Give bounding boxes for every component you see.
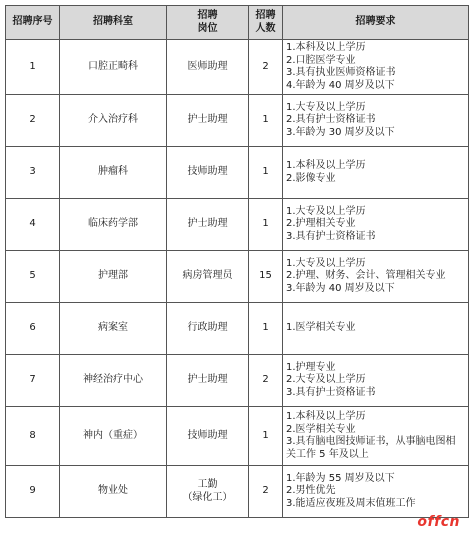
cell-position-line1: 技师助理 bbox=[187, 429, 228, 441]
requirement-line: 1.本科及以上学历 bbox=[286, 42, 366, 53]
cell-index: 9 bbox=[6, 466, 60, 518]
cell-index: 8 bbox=[6, 407, 60, 466]
cell-requirements bbox=[283, 95, 469, 147]
cell-position bbox=[167, 95, 249, 147]
cell-position-line1: 护士助理 bbox=[187, 374, 228, 386]
cell-position bbox=[167, 303, 249, 355]
cell-count: 1 bbox=[249, 95, 283, 147]
cell-count: 2 bbox=[249, 466, 283, 518]
table-row bbox=[6, 95, 469, 147]
cell-count: 1 bbox=[249, 147, 283, 199]
header-row bbox=[6, 6, 469, 40]
requirement-line: 1.本科及以上学历 bbox=[286, 160, 366, 171]
cell-index: 1 bbox=[6, 40, 60, 95]
cell-position-line1: 技师助理 bbox=[187, 166, 228, 178]
cell-department: 介入治疗科 bbox=[60, 95, 167, 147]
table-row bbox=[6, 40, 469, 95]
header-position-line2: 岗位 bbox=[197, 22, 218, 34]
cell-position-line1: 病房管理员 bbox=[182, 270, 233, 282]
cell-position-line1: 工勤 bbox=[197, 479, 218, 490]
cell-requirements bbox=[283, 303, 469, 355]
cell-position bbox=[167, 355, 249, 407]
requirement-line: 1.大专及以上学历 bbox=[286, 101, 366, 113]
header-count bbox=[249, 6, 283, 40]
header-index: 招聘序号 bbox=[6, 6, 60, 40]
requirement-line: 3.能适应夜班及周末值班工作 bbox=[286, 497, 416, 509]
cell-department: 神内（重症） bbox=[60, 407, 167, 466]
cell-position-line1: 行政助理 bbox=[187, 322, 228, 334]
cell-index: 6 bbox=[6, 303, 60, 355]
cell-requirements bbox=[283, 407, 469, 466]
cell-department: 病案室 bbox=[60, 303, 167, 355]
recruitment-table bbox=[5, 5, 469, 518]
cell-position-line1: 护士助理 bbox=[187, 114, 228, 126]
cell-department: 肿瘤科 bbox=[60, 147, 167, 199]
cell-position bbox=[167, 147, 249, 199]
cell-department: 临床药学部 bbox=[60, 199, 167, 251]
cell-department: 神经治疗中心 bbox=[60, 355, 167, 407]
requirement-line: 1.大专及以上学历 bbox=[286, 205, 366, 217]
requirement-line: 3.具有脑电图技师证书，从事脑电图相关工作 5 年及以上 bbox=[286, 436, 456, 460]
table-row bbox=[6, 251, 469, 303]
table-row bbox=[6, 303, 469, 355]
requirement-line: 1.大专及以上学历 bbox=[286, 257, 366, 269]
cell-index: 4 bbox=[6, 199, 60, 251]
cell-requirements bbox=[283, 199, 469, 251]
cell-requirements bbox=[283, 355, 469, 407]
cell-index: 5 bbox=[6, 251, 60, 303]
cell-position bbox=[167, 407, 249, 466]
requirement-line: 2.大专及以上学历 bbox=[286, 374, 366, 386]
requirement-line: 1.本科及以上学历 bbox=[286, 411, 366, 422]
requirement-line: 3.年龄为 40 周岁及以下 bbox=[286, 282, 395, 294]
cell-count: 2 bbox=[249, 355, 283, 407]
cell-index: 7 bbox=[6, 355, 60, 407]
cell-requirements bbox=[283, 251, 469, 303]
cell-requirements bbox=[283, 147, 469, 199]
table-row bbox=[6, 199, 469, 251]
header-position bbox=[167, 6, 249, 40]
requirement-line: 1.医学相关专业 bbox=[286, 322, 356, 334]
requirement-line: 2.男性优先 bbox=[286, 485, 336, 497]
requirement-line: 4.年龄为 40 周岁及以下 bbox=[286, 79, 395, 91]
requirement-line: 3.具有执业医师资格证书 bbox=[286, 67, 396, 78]
header-count-line1: 招聘 bbox=[255, 10, 276, 21]
cell-position bbox=[167, 466, 249, 518]
requirement-line: 1.护理专业 bbox=[286, 361, 336, 373]
cell-position-line1: 护士助理 bbox=[187, 218, 228, 230]
cell-count: 1 bbox=[249, 407, 283, 466]
cell-department: 口腔正畸科 bbox=[60, 40, 167, 95]
cell-index: 3 bbox=[6, 147, 60, 199]
header-requirements: 招聘要求 bbox=[283, 6, 469, 40]
requirement-line: 2.医学相关专业 bbox=[286, 423, 356, 435]
cell-position bbox=[167, 251, 249, 303]
cell-position-line2: （绿化工） bbox=[182, 491, 233, 503]
cell-count: 1 bbox=[249, 199, 283, 251]
cell-position-line1: 医师助理 bbox=[187, 60, 228, 72]
cell-department: 护理部 bbox=[60, 251, 167, 303]
requirement-line: 2.口腔医学专业 bbox=[286, 54, 356, 66]
cell-index: 2 bbox=[6, 95, 60, 147]
header-department: 招聘科室 bbox=[60, 6, 167, 40]
header-position-line1: 招聘 bbox=[197, 10, 218, 21]
cell-requirements bbox=[283, 40, 469, 95]
requirement-line: 2.具有护士资格证书 bbox=[286, 114, 376, 126]
cell-department: 物业处 bbox=[60, 466, 167, 518]
requirement-line: 2.护理、财务、会计、管理相关专业 bbox=[286, 270, 446, 282]
cell-count: 2 bbox=[249, 40, 283, 95]
cell-requirements bbox=[283, 466, 469, 518]
header-count-line2: 人数 bbox=[255, 22, 276, 34]
table-body bbox=[6, 40, 469, 518]
requirement-line: 1.年龄为 55 周岁及以下 bbox=[286, 472, 395, 484]
requirement-line: 2.影像专业 bbox=[286, 172, 336, 184]
table-row bbox=[6, 407, 469, 466]
watermark-logo: offcn bbox=[417, 514, 460, 530]
table-row bbox=[6, 147, 469, 199]
requirement-line: 3.具有护士资格证书 bbox=[286, 230, 376, 242]
requirement-line: 3.具有护士资格证书 bbox=[286, 386, 376, 398]
requirement-line: 2.护理相关专业 bbox=[286, 218, 356, 230]
cell-position bbox=[167, 40, 249, 95]
table-row bbox=[6, 466, 469, 518]
cell-position bbox=[167, 199, 249, 251]
requirement-line: 3.年龄为 30 周岁及以下 bbox=[286, 126, 395, 138]
cell-count: 15 bbox=[249, 251, 283, 303]
table-row bbox=[6, 355, 469, 407]
cell-count: 1 bbox=[249, 303, 283, 355]
